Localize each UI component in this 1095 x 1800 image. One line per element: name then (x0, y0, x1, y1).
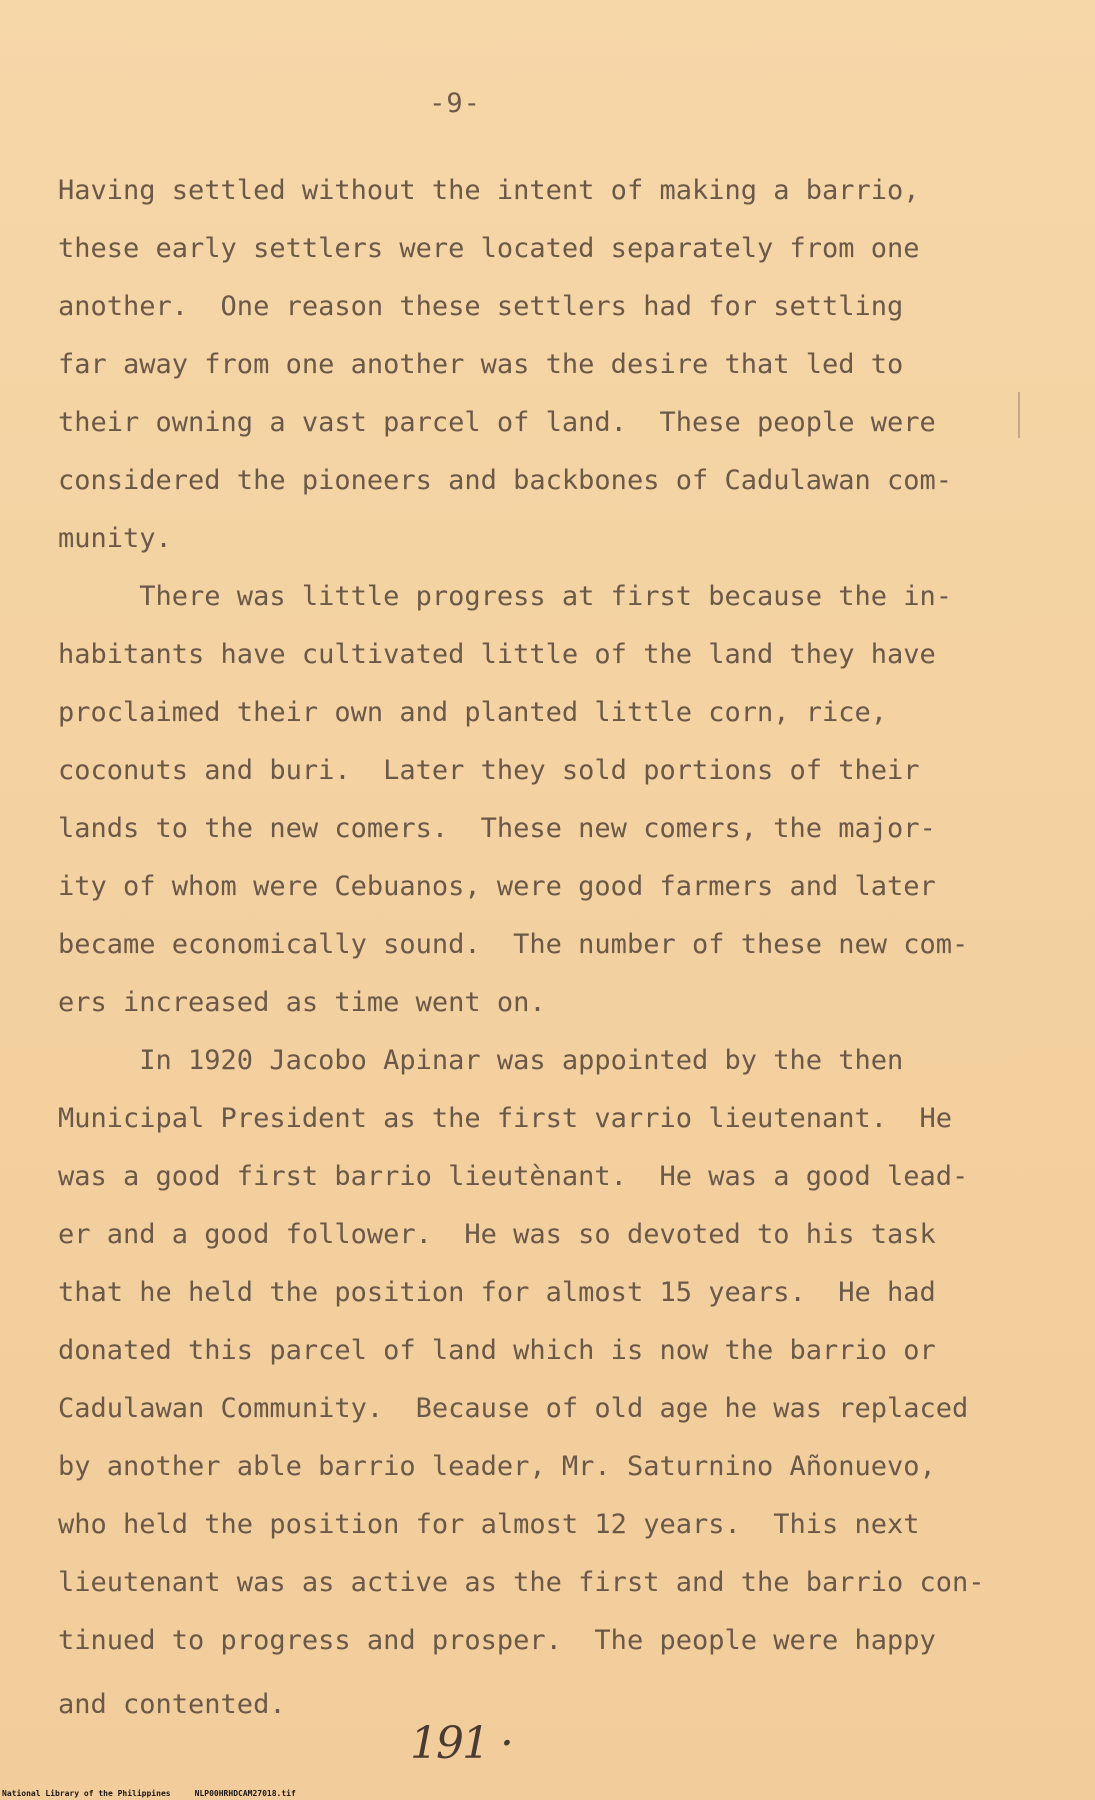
text-line: Municipal President as the first varrio lieutenant. He (58, 1103, 953, 1134)
text-line: considered the pioneers and backbones of Cadulawan com- (58, 465, 953, 496)
text-line: ers increased as time went on. (58, 987, 546, 1018)
handwritten-page-number: 191 · (410, 1718, 512, 1769)
text-line: ity of whom were Cebuanos, were good farmers and later (58, 871, 936, 902)
body-text (58, 162, 1028, 1734)
text-line: habitants have cultivated little of the land they have (58, 639, 936, 670)
text-line: In 1920 Jacobo Apinar was appointed by the then (58, 1045, 904, 1076)
text-line: that he held the position for almost 15 years. He had (58, 1277, 936, 1308)
text-line: by another able barrio leader, Mr. Saturnino Añonuevo, (58, 1451, 936, 1482)
text-line: er and a good follower. He was so devoted to his task (58, 1219, 936, 1250)
text-line: coconuts and buri. Later they sold portions of their (58, 755, 920, 786)
text-line: far away from one another was the desire that led to (58, 349, 904, 380)
text-line: Having settled without the intent of making a barrio, (58, 175, 920, 206)
text-line: lieutenant was as active as the first and the barrio con- (58, 1567, 985, 1598)
margin-mark (1018, 392, 1020, 438)
text-line: munity. (58, 523, 172, 554)
text-line: donated this parcel of land which is now the barrio or (58, 1335, 936, 1366)
text-line: There was little progress at first because the in- (58, 581, 953, 612)
text-line: their owning a vast parcel of land. These people were (58, 407, 936, 438)
text-line: Cadulawan Community. Because of old age he was replaced (58, 1393, 969, 1424)
text-line: was a good first barrio lieutènant. He was a good lead- (58, 1161, 969, 1192)
text-line: who held the position for almost 12 years. This next (58, 1509, 920, 1540)
text-line: became economically sound. The number of these new com- (58, 929, 969, 960)
text-line: these early settlers were located separately from one (58, 233, 920, 264)
text-line: proclaimed their own and planted little corn, rice, (58, 697, 888, 728)
page-number: -9- (429, 88, 481, 119)
text-line: lands to the new comers. These new comers, the major- (58, 813, 936, 844)
text-line: another. One reason these settlers had for settling (58, 291, 904, 322)
text-line: and contented. (58, 1689, 286, 1720)
archive-footer: National Library of the Philippines NLP00HRHDCAM27018.tif (2, 1789, 296, 1798)
text-line: tinued to progress and prosper. The people were happy (58, 1625, 936, 1656)
